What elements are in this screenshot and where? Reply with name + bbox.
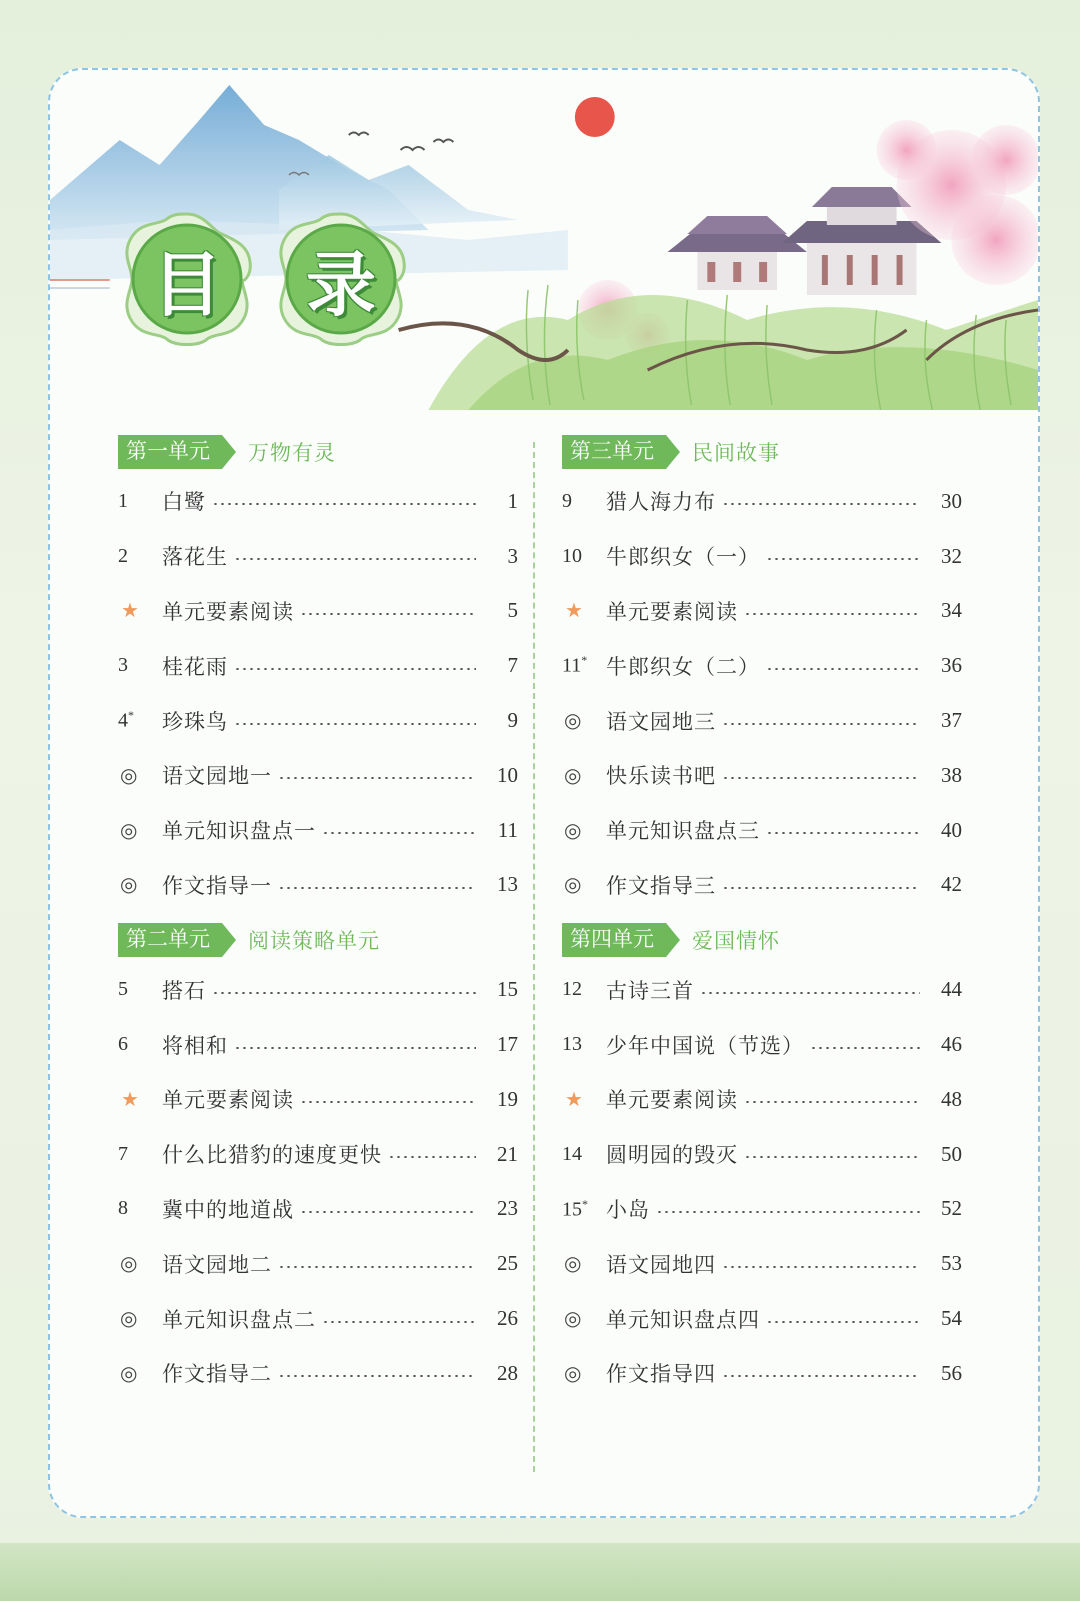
page-number: 50	[941, 1141, 962, 1166]
lesson-number: 5	[118, 978, 128, 1001]
toc-entry[interactable]	[562, 1236, 962, 1291]
lesson-number: 8	[118, 1197, 128, 1220]
page-number: 3	[507, 543, 518, 568]
toc-entry[interactable]	[118, 962, 518, 1017]
entry-title: 白鹭	[162, 490, 206, 515]
entry-number	[118, 1143, 162, 1166]
unit-header	[118, 430, 518, 474]
lesson-number: 12	[562, 978, 582, 1001]
dot-leader	[300, 1211, 476, 1213]
lesson-number: 15	[562, 1198, 582, 1221]
toc-entry[interactable]	[118, 1291, 518, 1346]
entry-marker	[118, 763, 162, 788]
dot-leader	[322, 1321, 476, 1323]
toc-entry[interactable]	[118, 693, 518, 748]
dot-leader	[766, 558, 920, 560]
entry-marker	[562, 1251, 606, 1276]
toc-entry[interactable]	[118, 474, 518, 529]
page-number: 13	[497, 872, 518, 897]
entry-title: 语文园地二	[162, 1252, 272, 1277]
page-number: 21	[497, 1141, 518, 1166]
page-number: 34	[941, 598, 962, 623]
self-study-mark: *	[128, 708, 134, 723]
dot-leader	[722, 777, 920, 779]
double-circle-icon: ◎	[564, 1308, 582, 1331]
page-number: 11	[497, 817, 518, 842]
dot-leader	[212, 992, 476, 994]
entry-title: 快乐读书吧	[606, 764, 716, 789]
toc-entry[interactable]	[118, 1182, 518, 1237]
entry-marker	[562, 598, 606, 623]
page-number: 9	[507, 708, 518, 733]
double-circle-icon: ◎	[564, 1253, 582, 1276]
unit-theme: 爱国情怀	[692, 929, 780, 954]
dot-leader	[388, 1156, 476, 1158]
entry-title: 作文指导二	[162, 1362, 272, 1387]
page-number: 54	[941, 1306, 962, 1331]
double-circle-icon: ◎	[120, 764, 138, 787]
dot-leader	[722, 723, 920, 725]
toc-entry[interactable]	[562, 858, 962, 913]
toc-entry[interactable]	[118, 638, 518, 693]
entry-number	[562, 653, 606, 678]
entry-marker	[118, 1251, 162, 1276]
entry-number	[562, 1197, 606, 1222]
entry-title: 冀中的地道战	[162, 1197, 294, 1222]
entry-number	[118, 490, 162, 513]
entry-marker	[118, 818, 162, 843]
toc-entry[interactable]	[118, 1346, 518, 1401]
dot-leader	[278, 777, 476, 779]
page-number: 7	[507, 653, 518, 678]
entry-marker	[118, 1087, 162, 1112]
dot-leader	[700, 992, 920, 994]
double-circle-icon: ◎	[564, 819, 582, 842]
page-number: 5	[507, 598, 518, 623]
entry-number	[118, 1033, 162, 1056]
entry-title: 落花生	[162, 545, 228, 570]
toc-entry[interactable]	[562, 803, 962, 858]
dot-leader	[322, 832, 476, 834]
star-icon: ★	[565, 1088, 583, 1111]
dot-leader	[744, 1101, 920, 1103]
entry-title: 作文指导四	[606, 1362, 716, 1387]
entry-number	[118, 708, 162, 733]
entry-marker	[118, 598, 162, 623]
page-number: 30	[941, 488, 962, 513]
dot-leader	[810, 1047, 920, 1049]
toc-entry[interactable]	[562, 529, 962, 584]
lesson-number: 6	[118, 1033, 128, 1056]
entry-number	[562, 490, 606, 513]
page-number: 1	[507, 488, 518, 513]
dot-leader	[722, 1266, 920, 1268]
entry-marker	[562, 1087, 606, 1112]
entry-marker	[562, 1361, 606, 1386]
entry-title: 古诗三首	[606, 978, 694, 1003]
lesson-number: 4	[118, 709, 128, 732]
entry-number	[562, 1033, 606, 1056]
double-circle-icon: ◎	[120, 1308, 138, 1331]
toc-entry[interactable]	[562, 584, 962, 639]
page-number: 53	[941, 1251, 962, 1276]
toc-entry[interactable]	[118, 803, 518, 858]
entry-title: 单元要素阅读	[606, 1088, 738, 1113]
double-circle-icon: ◎	[564, 1362, 582, 1385]
lesson-number: 7	[118, 1142, 128, 1165]
toc-card	[48, 68, 1040, 1518]
entry-title: 语文园地一	[162, 764, 272, 789]
self-study-mark: *	[581, 653, 588, 668]
entry-number	[118, 1197, 162, 1220]
page-number: 44	[941, 977, 962, 1002]
entry-title: 作文指导三	[606, 873, 716, 898]
dot-leader	[278, 1375, 476, 1377]
dot-leader	[722, 1375, 920, 1377]
double-circle-icon: ◎	[564, 710, 582, 733]
lesson-number: 14	[562, 1142, 582, 1165]
entry-number	[118, 654, 162, 677]
entry-number	[118, 545, 162, 568]
unit-header	[562, 918, 962, 962]
entry-marker	[562, 763, 606, 788]
toc-entry[interactable]	[118, 1072, 518, 1127]
toc-entry[interactable]	[118, 1017, 518, 1072]
unit-header	[562, 430, 962, 474]
entry-number	[562, 545, 606, 568]
toc-entry[interactable]	[118, 748, 518, 803]
self-study-mark: *	[582, 1196, 588, 1211]
entry-title: 圆明园的毁灭	[606, 1143, 738, 1168]
dot-leader	[744, 1156, 920, 1158]
bottom-band	[0, 1543, 1080, 1601]
toc-entry[interactable]	[562, 1182, 962, 1237]
entry-title: 单元要素阅读	[162, 1088, 294, 1113]
double-circle-icon: ◎	[120, 819, 138, 842]
dot-leader	[722, 887, 920, 889]
dot-leader	[656, 1211, 920, 1213]
toc-entry[interactable]	[118, 529, 518, 584]
entry-title: 搭石	[162, 978, 206, 1003]
entry-title: 语文园地三	[606, 709, 716, 734]
toc-entry[interactable]	[118, 584, 518, 639]
page-number: 17	[497, 1032, 518, 1057]
dot-leader	[722, 503, 920, 505]
page-number: 40	[941, 817, 962, 842]
toc-entry[interactable]	[118, 858, 518, 913]
toc-entry[interactable]	[562, 748, 962, 803]
toc-entry[interactable]	[562, 474, 962, 529]
double-circle-icon: ◎	[564, 874, 582, 897]
entry-marker	[562, 1306, 606, 1331]
dot-leader	[234, 668, 476, 670]
entry-title: 单元知识盘点四	[606, 1307, 760, 1332]
entry-marker	[118, 1306, 162, 1331]
title-char-mu: 目	[152, 243, 222, 326]
dot-leader	[300, 1101, 476, 1103]
entry-title: 语文园地四	[606, 1252, 716, 1277]
dot-leader	[212, 503, 476, 505]
entry-title: 将相和	[162, 1033, 228, 1058]
lesson-number: 1	[118, 489, 128, 512]
entry-marker	[118, 1361, 162, 1386]
toc-entry[interactable]	[562, 693, 962, 748]
entry-title: 牛郎织女（一）	[606, 545, 760, 570]
toc-entry[interactable]	[562, 1017, 962, 1072]
lesson-number: 13	[562, 1033, 582, 1056]
lesson-number: 3	[118, 654, 128, 677]
entry-title: 桂花雨	[162, 654, 228, 679]
toc-entry[interactable]	[118, 1127, 518, 1182]
entry-title: 什么比猎豹的速度更快	[162, 1143, 382, 1168]
entry-title: 单元要素阅读	[606, 599, 738, 624]
page-number: 15	[497, 977, 518, 1002]
page-number: 37	[941, 708, 962, 733]
lesson-number: 2	[118, 544, 128, 567]
title-badge-lu	[272, 210, 410, 348]
star-icon: ★	[121, 600, 139, 623]
double-circle-icon: ◎	[120, 874, 138, 897]
page-number: 23	[497, 1196, 518, 1221]
unit-theme: 万物有灵	[248, 441, 336, 465]
lesson-number: 10	[562, 544, 582, 567]
entry-title: 少年中国说（节选）	[606, 1033, 804, 1058]
page-number: 32	[941, 543, 962, 568]
lesson-number: 11	[562, 655, 582, 678]
unit-label: 第三单元	[562, 435, 666, 469]
dot-leader	[766, 832, 920, 834]
entry-title: 珍珠鸟	[162, 709, 228, 734]
entry-marker	[562, 872, 606, 897]
unit-label: 第二单元	[118, 923, 222, 957]
entry-title: 牛郎织女（二）	[606, 654, 760, 679]
dot-leader	[300, 613, 476, 615]
entry-title: 小岛	[606, 1197, 650, 1222]
entry-number	[562, 978, 606, 1001]
toc-column-left	[118, 430, 518, 1401]
unit-label: 第四单元	[562, 923, 666, 957]
entry-marker	[562, 818, 606, 843]
dot-leader	[766, 1321, 920, 1323]
unit-theme: 民间故事	[692, 441, 780, 465]
dot-leader	[278, 1266, 476, 1268]
toc-entry[interactable]	[562, 1291, 962, 1346]
dot-leader	[234, 1047, 476, 1049]
dot-leader	[278, 887, 476, 889]
lesson-number: 9	[562, 489, 572, 512]
page-number: 28	[497, 1360, 518, 1385]
page-number: 26	[497, 1306, 518, 1331]
toc-column-right	[562, 430, 962, 1401]
entry-title: 猎人海力布	[606, 490, 716, 515]
page-number: 25	[497, 1251, 518, 1276]
page-number: 19	[497, 1086, 518, 1111]
entry-title: 作文指导一	[162, 873, 272, 898]
entry-title: 单元知识盘点三	[606, 819, 760, 844]
entry-title: 单元知识盘点二	[162, 1307, 316, 1332]
entry-marker	[562, 708, 606, 733]
page-number: 48	[941, 1086, 962, 1111]
unit-header	[118, 918, 518, 962]
toc-entry[interactable]	[562, 1346, 962, 1401]
dot-leader	[234, 723, 476, 725]
page-number: 36	[941, 653, 962, 678]
entry-number	[118, 978, 162, 1001]
star-icon: ★	[121, 1088, 139, 1111]
title-badge-mu	[118, 210, 256, 348]
page-number: 10	[497, 762, 518, 787]
toc-entry[interactable]	[562, 1127, 962, 1182]
unit-theme: 阅读策略单元	[248, 929, 380, 954]
double-circle-icon: ◎	[564, 764, 582, 787]
page-number: 38	[941, 762, 962, 787]
page-number: 56	[941, 1360, 962, 1385]
column-divider	[533, 442, 535, 1472]
entry-title: 单元要素阅读	[162, 599, 294, 624]
star-icon: ★	[565, 600, 583, 623]
dot-leader	[234, 558, 476, 560]
double-circle-icon: ◎	[120, 1362, 138, 1385]
toc-entry[interactable]	[562, 638, 962, 693]
entry-marker	[118, 872, 162, 897]
toc-entry[interactable]	[562, 962, 962, 1017]
unit-label: 第一单元	[118, 435, 222, 469]
entry-number	[562, 1143, 606, 1166]
entry-title: 单元知识盘点一	[162, 819, 316, 844]
page-number: 52	[941, 1196, 962, 1221]
page-number: 46	[941, 1032, 962, 1057]
dot-leader	[744, 613, 920, 615]
double-circle-icon: ◎	[120, 1253, 138, 1276]
dot-leader	[766, 668, 920, 670]
toc-entry[interactable]	[118, 1236, 518, 1291]
page-number: 42	[941, 872, 962, 897]
title-char-lu: 录	[306, 243, 376, 326]
toc-entry[interactable]	[562, 1072, 962, 1127]
